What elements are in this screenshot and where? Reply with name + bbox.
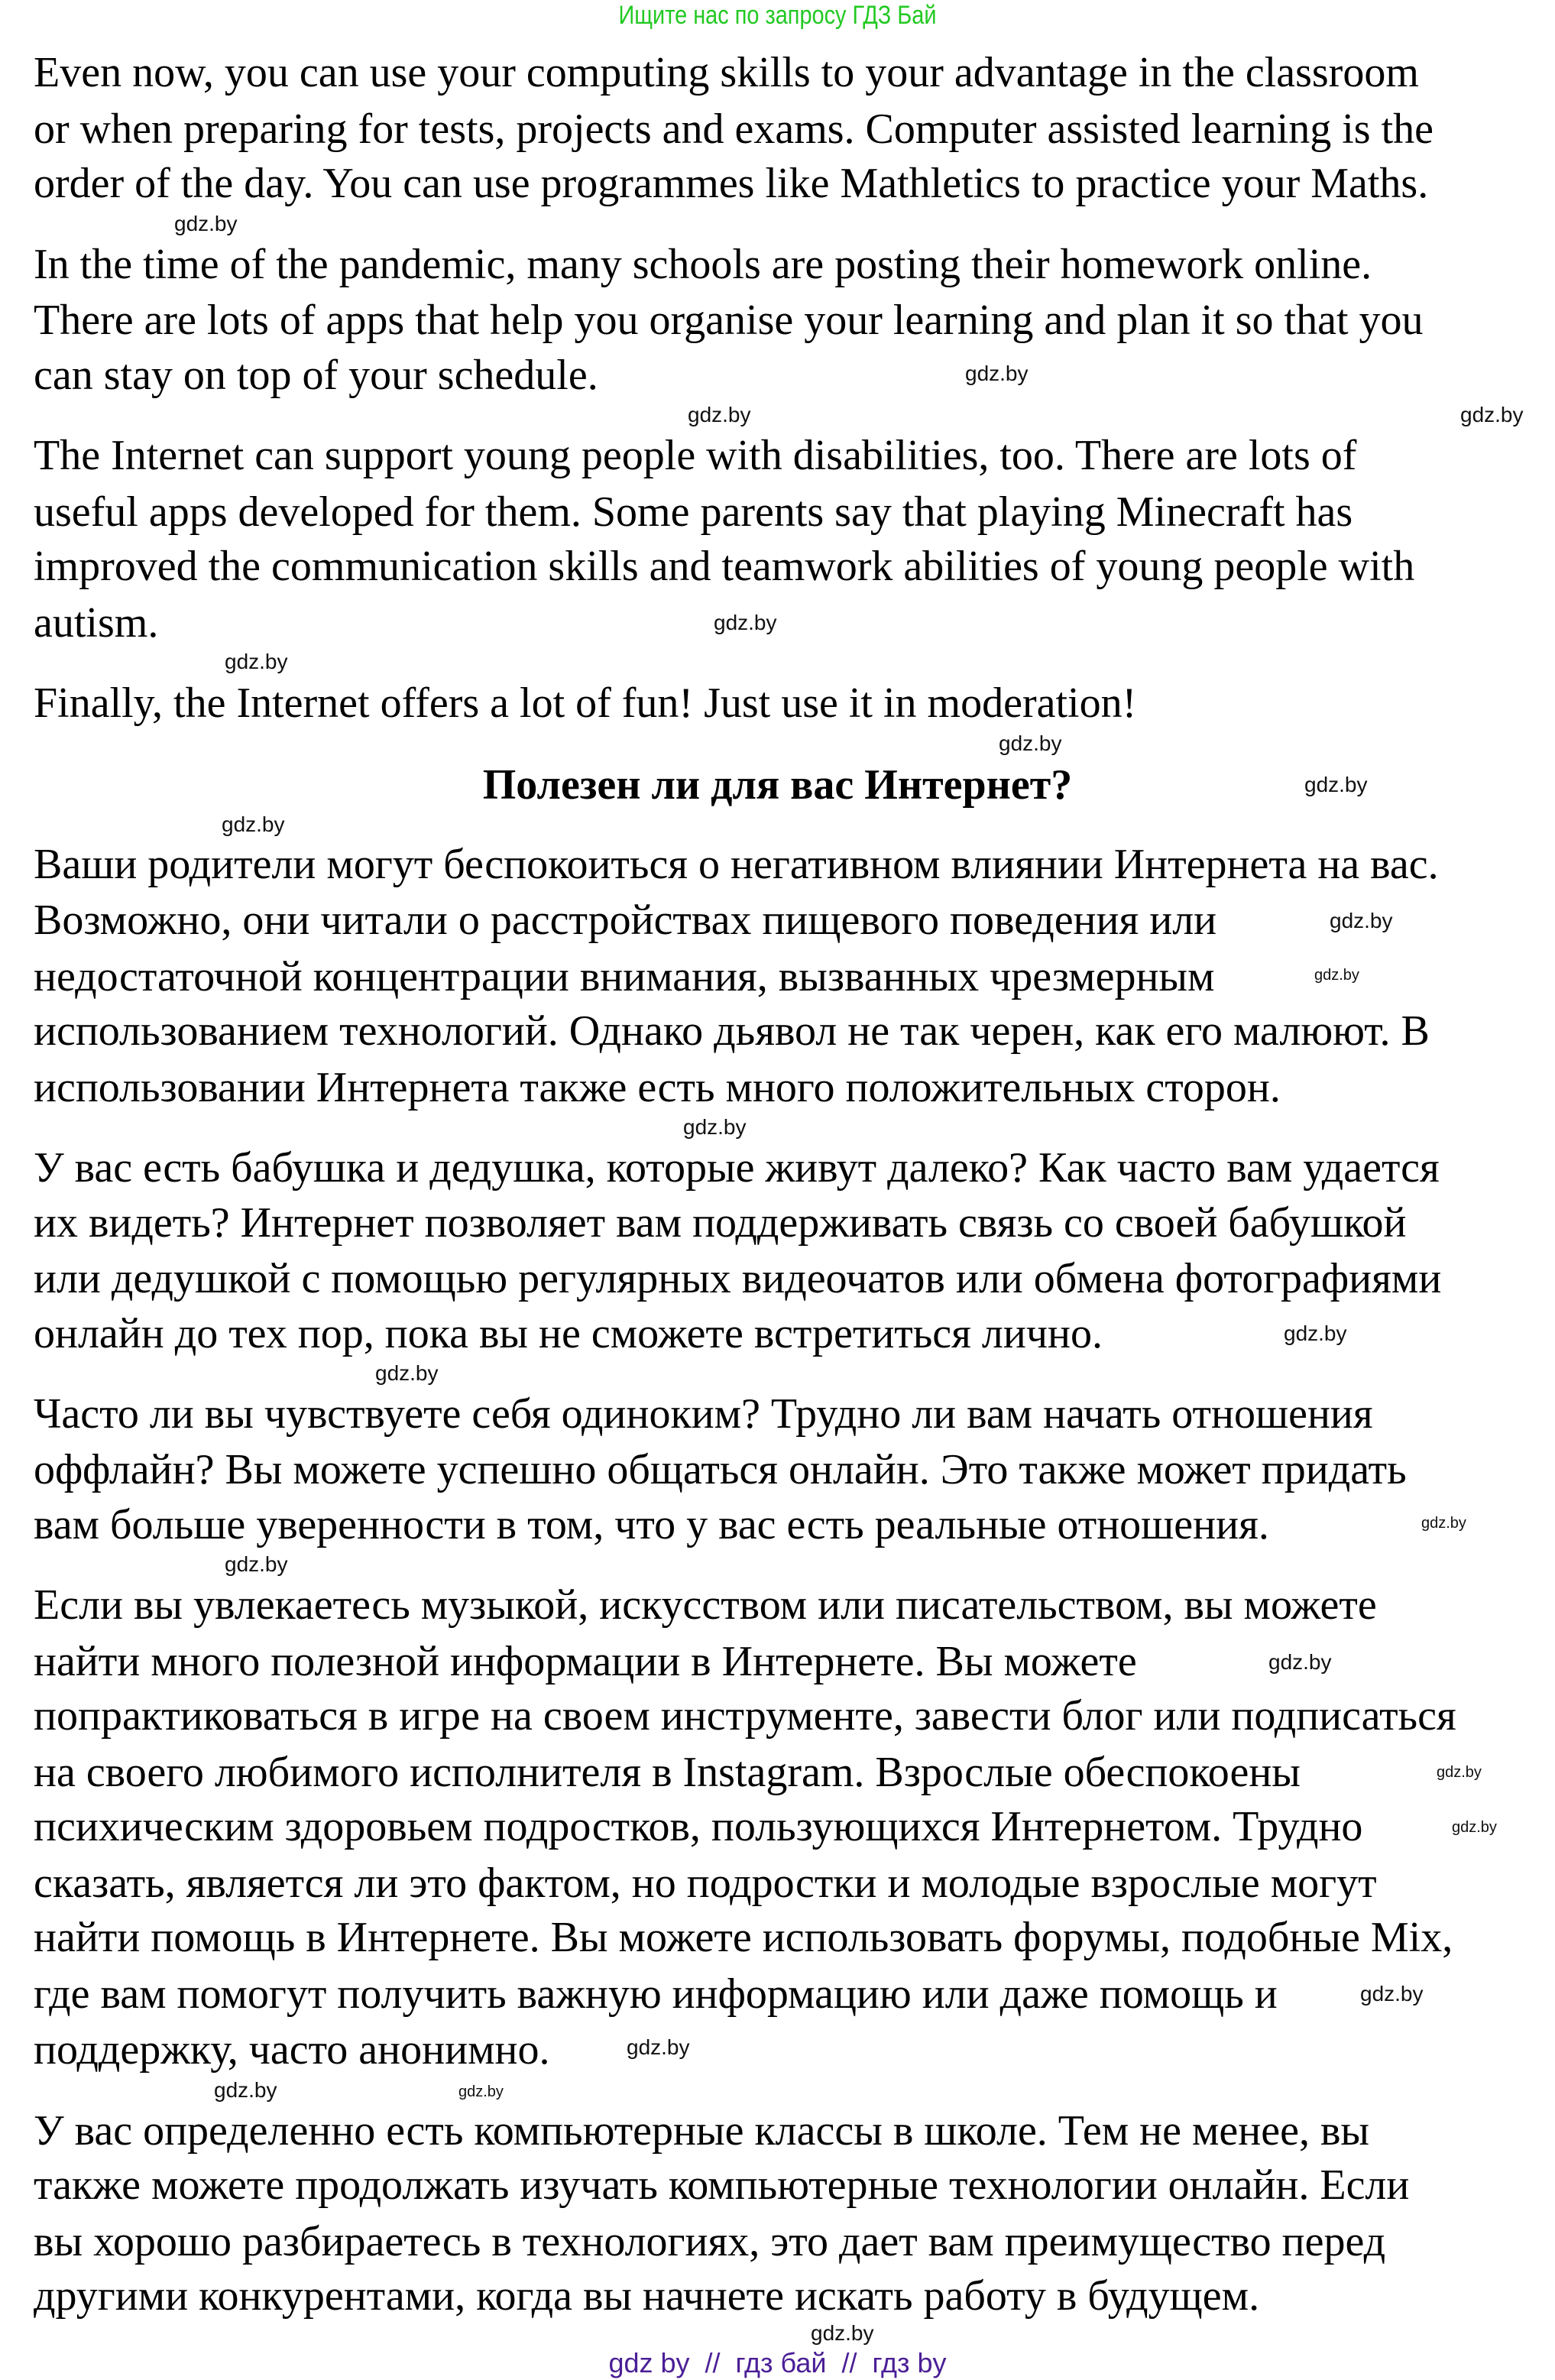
text-line: недостаточной концентрации внимания, вызванных чрезмерным bbox=[34, 953, 1215, 1000]
watermark: gdz.by bbox=[1268, 1650, 1332, 1674]
text-line: Часто ли вы чувствуете себя одиноким? Трудно ли вам начать отношения bbox=[34, 1390, 1373, 1438]
text-line: can stay on top of your schedule. bbox=[34, 352, 598, 399]
watermark: gdz.by bbox=[1314, 967, 1359, 984]
watermark: gdz.by bbox=[1330, 909, 1393, 932]
text-line: У вас определенно есть компьютерные классы в школе. Тем не менее, вы bbox=[34, 2107, 1370, 2155]
watermark: gdz.by bbox=[1304, 773, 1368, 796]
text-line: где вам помогут получить важную информацию или даже помощь и bbox=[34, 1970, 1278, 2018]
text-line: найти много полезной информации в Интернете. Вы можете bbox=[34, 1638, 1137, 1685]
text-line: оффлайн? Вы можете успешно общаться онлайн. Это также может придать bbox=[34, 1446, 1407, 1493]
text-line: Finally, the Internet offers a lot of fun! Just use it in moderation! bbox=[34, 679, 1137, 727]
search-hint-header: Ищите нас по запросу ГДЗ Бай bbox=[618, 1, 937, 30]
watermark: gdz.by bbox=[1421, 1515, 1466, 1532]
text-line: психическим здоровьем подростков, пользующихся Интернетом. Трудно bbox=[34, 1803, 1363, 1850]
text-line: order of the day. You can use programmes like Mathletics to practice your Maths. bbox=[34, 160, 1429, 207]
watermark: gdz.by bbox=[225, 1552, 288, 1576]
text-line: Ваши родители могут беспокоиться о негативном влиянии Интернета на вас. bbox=[34, 841, 1439, 888]
text-line: Even now, you can use your computing skills to your advantage in the classroom bbox=[34, 49, 1419, 96]
text-line: найти помощь в Интернете. Вы можете использовать форумы, подобные Mix, bbox=[34, 1914, 1453, 1961]
text-line: Возможно, они читали о расстройствах пищевого поведения или bbox=[34, 897, 1217, 944]
text-line: There are lots of apps that help you organise your learning and plan it so that you bbox=[34, 297, 1424, 344]
watermark: gdz.by bbox=[214, 2078, 277, 2102]
text-line: другими конкурентами, когда вы начнете искать работу в будущем. bbox=[34, 2272, 1260, 2320]
watermark: gdz.by bbox=[1452, 1819, 1497, 1836]
text-line: вам больше уверенности в том, что у вас есть реальные отношения. bbox=[34, 1501, 1269, 1548]
watermark: gdz.by bbox=[688, 403, 751, 426]
watermark: gdz.by bbox=[714, 611, 777, 634]
watermark: gdz.by bbox=[458, 2083, 504, 2100]
text-line: поддержку, часто анонимно. bbox=[34, 2026, 550, 2074]
watermark: gdz.by bbox=[375, 1361, 439, 1385]
watermark: gdz.by bbox=[225, 650, 288, 673]
text-line: онлайн до тех пор, пока вы не сможете встретиться лично. bbox=[34, 1310, 1103, 1357]
watermark: gdz.by bbox=[1437, 1764, 1482, 1781]
text-line: использовании Интернета также есть много положительных сторон. bbox=[34, 1064, 1281, 1111]
text-line: на своего любимого исполнителя в Instagram. Взрослые обеспокоены bbox=[34, 1749, 1301, 1796]
footer-links: gdz by // гдз бай // гдз by bbox=[608, 2347, 947, 2378]
text-line: or when preparing for tests, projects and exams. Computer assisted learning is the bbox=[34, 105, 1434, 153]
watermark: gdz.by bbox=[222, 812, 285, 836]
watermark: gdz.by bbox=[1284, 1321, 1347, 1345]
text-line: У вас есть бабушка и дедушка, которые живут далеко? Как часто вам удается bbox=[34, 1144, 1440, 1192]
watermark: gdz.by bbox=[965, 362, 1029, 385]
text-line: также можете продолжать изучать компьютерные технологии онлайн. Если bbox=[34, 2161, 1410, 2209]
text-line: In the time of the pandemic, many schools are posting their homework online. bbox=[34, 241, 1372, 288]
text-line: Если вы увлекаетесь музыкой, искусством или писательством, вы можете bbox=[34, 1581, 1377, 1629]
text-line: improved the communication skills and teamwork abilities of young people with bbox=[34, 543, 1415, 590]
text-line: использованием технологий. Однако дьявол не так черен, как его малюют. В bbox=[34, 1007, 1430, 1055]
text-line: autism. bbox=[34, 599, 159, 647]
watermark: gdz.by bbox=[627, 2035, 690, 2059]
section-heading: Полезен ли для вас Интернет? bbox=[482, 761, 1073, 809]
text-line: их видеть? Интернет позволяет вам поддерживать связь со своей бабушкой bbox=[34, 1199, 1407, 1247]
text-line: The Internet can support young people with disabilities, too. There are lots of bbox=[34, 432, 1357, 479]
watermark: gdz.by bbox=[1360, 1982, 1424, 2005]
watermark: gdz.by bbox=[999, 731, 1062, 755]
watermark: gdz.by bbox=[1460, 403, 1524, 426]
watermark: gdz.by bbox=[811, 2321, 874, 2345]
text-line: попрактиковаться в игре на своем инструменте, завести блог или подписаться bbox=[34, 1692, 1456, 1740]
text-line: useful apps developed for them. Some parents say that playing Minecraft has bbox=[34, 488, 1353, 536]
watermark: gdz.by bbox=[174, 212, 238, 235]
text-line: сказать, является ли это фактом, но подростки и молодые взрослые могут bbox=[34, 1860, 1377, 1907]
text-line: вы хорошо разбираетесь в технологиях, это дает вам преимущество перед bbox=[34, 2218, 1386, 2265]
watermark: gdz.by bbox=[683, 1115, 747, 1139]
text-line: или дедушкой с помощью регулярных видеочатов или обмена фотографиями bbox=[34, 1255, 1442, 1302]
